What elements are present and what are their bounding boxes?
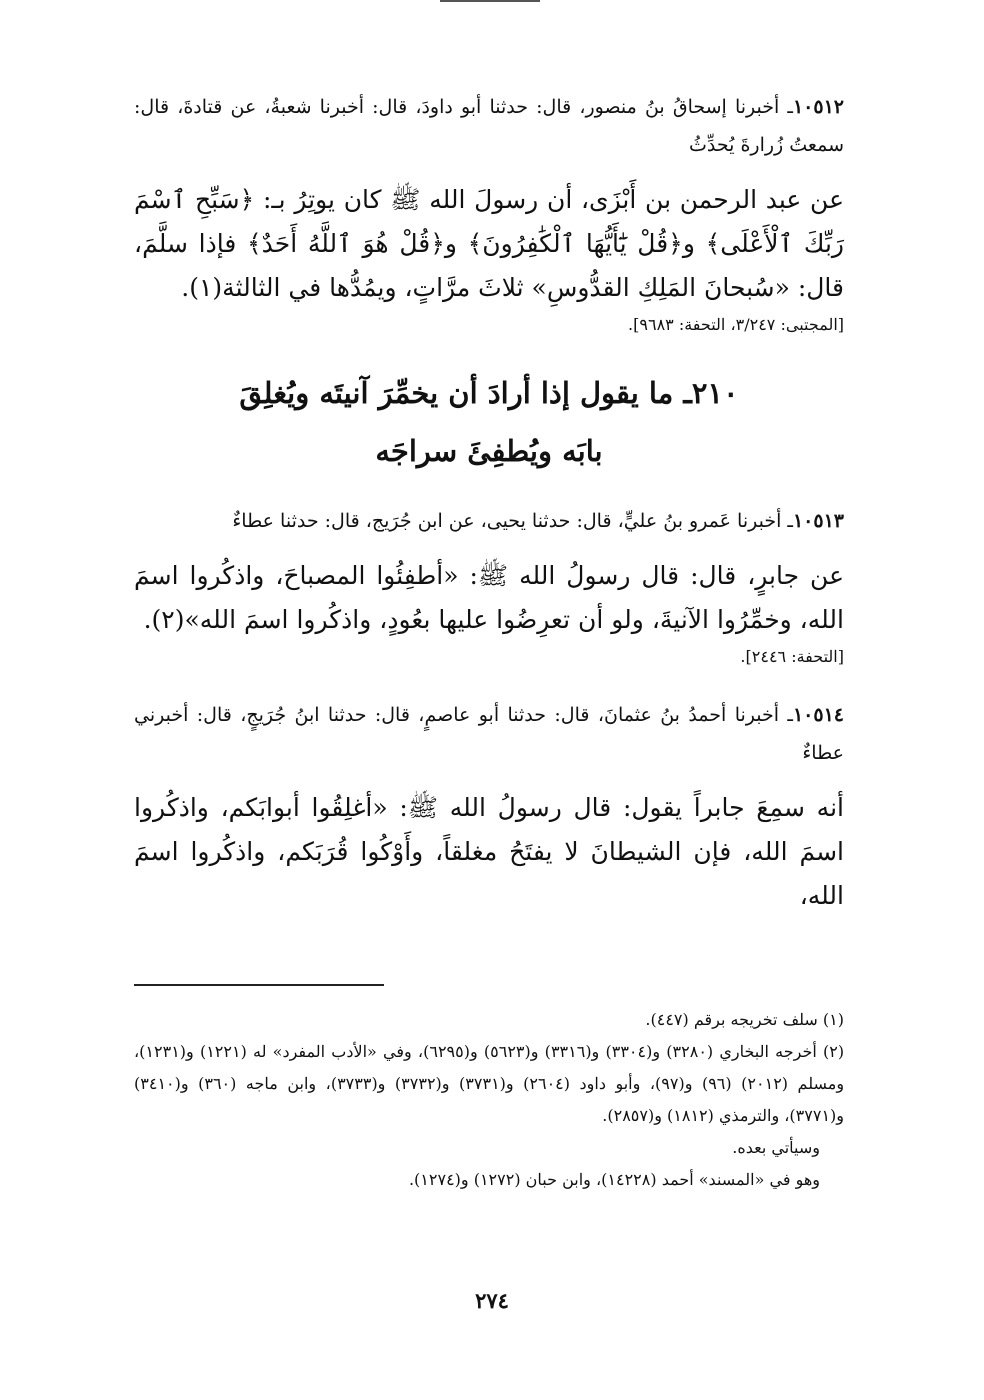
footnotes — [134, 1004, 844, 1196]
hadith-number: ١٠٥١٣ — [792, 510, 844, 532]
hadith-10513-isnad — [134, 502, 844, 540]
chapter-heading — [134, 364, 844, 480]
footnote-1: (١) سلف تخريجه برقم (٤٤٧). — [645, 1010, 844, 1029]
hadith-number: ١٠٥١٤ — [792, 704, 844, 726]
hadith-number: ١٠٥١٢ — [792, 96, 844, 118]
page-number: ٢٧٤ — [475, 1288, 509, 1313]
isnad-text: ـ أخبرنا أحمدُ بنُ عثمانَ، قال: حدثنا أبو عاصمٍ، قال: حدثنا ابنُ جُرَيجٍ، قال: أخبرني عطاءٌ — [134, 704, 844, 764]
hadith-10513-ref: [التحفة: ٢٤٤٦]. — [740, 647, 844, 666]
isnad-text: ـ أخبرنا عَمرو بنُ عليٍّ، قال: حدثنا يحيى، عن ابن جُرَيج، قال: حدثنا عطاءٌ — [232, 510, 793, 532]
hadith-10512-isnad — [134, 88, 844, 164]
footnote-rule — [134, 984, 384, 986]
main-text — [134, 88, 844, 918]
top-rule — [440, 0, 540, 2]
chapter-heading-line1: ٢١٠ـ ما يقول إذا أرادَ أن يخمِّرَ آنيتَه ويُغلِقَ — [239, 376, 739, 410]
chapter-heading-line2: بابَه ويُطفِئَ سراجَه — [375, 434, 603, 468]
hadith-10514-matn: أنه سمِعَ جابراً يقول: قال رسولُ الله ﷺ: «أغلِقُوا أبوابَكم، واذكُروا اسمَ الله، فإن الشيطانَ لا يفتَحُ مغلقاً، وأَوْكُوا قُرَبَكم، واذكُروا اسمَ الله، — [134, 793, 844, 910]
isnad-text: ـ أخبرنا إسحاقُ بنُ منصور، قال: حدثنا أبو داودَ، قال: أخبرنا شعبةُ، عن قتادةَ، قال: سمعتُ زُرارةَ يُحدِّثُ — [134, 96, 844, 156]
footnote-2-note: وسيأتي بعده. — [732, 1138, 820, 1157]
footnote-2: (٢) أخرجه البخاري (٣٢٨٠) و(٣٣٠٤) و(٣٣١٦) و(٥٦٢٣) و(٦٢٩٥)، وفي «الأدب المفرد» له (١٢٢١) و(١٢٣١)، ومسلم (٢٠١٢) (٩٦) و(٩٧)، وأبو داود (٢٦٠٤) و(٣٧٣١) و(٣٧٣٢) و(٣٧٣٣)، وابن ماجه (٣٦٠) و(٣٤١٠) و(٣٧٧١)، والترمذي (١٨١٢) و(٢٨٥٧). — [134, 1042, 845, 1125]
footnote-2-musnad: وهو في «المسند» أحمد (١٤٢٢٨)، وابن حبان (١٢٧٢) و(١٢٧٤). — [408, 1170, 820, 1189]
hadith-10512-ref: [المجتبى: ٣/٢٤٧، التحفة: ٩٦٨٣]. — [628, 315, 844, 334]
hadith-10513-matn: عن جابرٍ، قال: قال رسولُ الله ﷺ: «أطفِئُوا المصباحَ، واذكُروا اسمَ الله، وخمِّرُوا الآنيةَ، ولو أن تعرِضُوا عليها بعُودٍ، واذكُروا اسمَ الله»(٢). — [134, 561, 844, 634]
hadith-10512-matn: عن عبد الرحمن بن أَبْزَى، أن رسولَ الله ﷺ كان يوتِرُ بـ: ﴿سَبِّحِ ٱسْمَ رَبِّكَ ٱلْأَعْلَى﴾ و﴿قُلْ يَٰٓأَيُّهَا ٱلْكَٰفِرُونَ﴾ و﴿قُلْ هُوَ ٱللَّهُ أَحَدٌ﴾ فإذا سلَّمَ، قال: «سُبحانَ المَلِكِ القدُّوسِ» ثلاثَ مرَّاتٍ، ويمُدُّها في الثالثة(١). — [134, 185, 844, 302]
hadith-10514-isnad — [134, 696, 844, 772]
